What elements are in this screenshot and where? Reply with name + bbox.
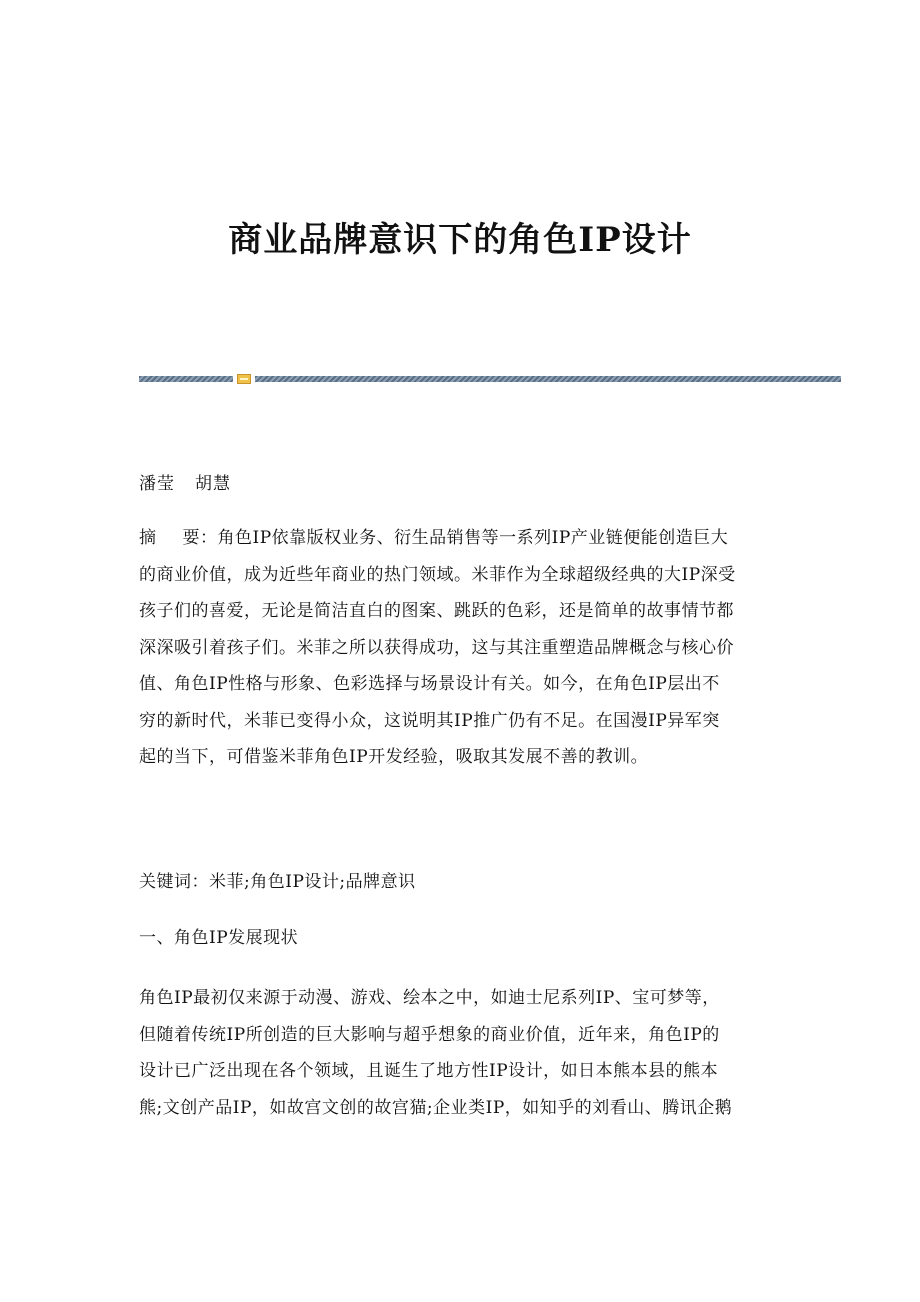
abstract-line: 穷的新时代，米菲已变得小众，这说明其IP推广仍有不足。在国漫IP异军突 (139, 710, 720, 731)
decorative-divider (139, 374, 841, 384)
divider-emblem-icon (237, 374, 251, 384)
document-title: 商业品牌意识下的角色IP设计 (228, 220, 692, 260)
body-line: 熊;文创产品IP，如故宫文创的故宫猫;企业类IP，如知乎的刘看山、腾讯企鹅 (139, 1097, 733, 1118)
abstract-label: 摘 (139, 528, 157, 548)
body-line: 角色IP最初仅来源于动漫、游戏、绘本之中，如迪士尼系列IP、宝可梦等， (139, 988, 720, 1008)
abstract-line: 值、角色IP性格与形象、色彩选择与场景设计有关。如今，在角色IP层出不 (139, 674, 720, 694)
section-heading: 一、角色IP发展现状 (139, 928, 299, 948)
body-line: 但随着传统IP所创造的巨大影响与超乎想象的商业价值，近年来，角色IP的 (139, 1024, 720, 1045)
abstract (139, 520, 784, 776)
divider-bar-left (139, 376, 233, 382)
author-name: 胡慧 (195, 474, 231, 494)
abstract-line: 起的当下，可借鉴米菲角色IP开发经验，吸取其发展不善的教训。 (139, 747, 649, 767)
abstract-line: 深深吸引着孩子们。米菲之所以获得成功，这与其注重塑造品牌概念与核心价 (139, 637, 734, 658)
divider-bar-right (255, 376, 841, 382)
keywords: 关键词：米菲;角色IP设计;品牌意识 (139, 872, 416, 892)
abstract-line: 孩子们的喜爱，无论是简洁直白的图案、跳跃的色彩，还是简单的故事情节都 (139, 601, 734, 621)
abstract-line: 的商业价值，成为近些年商业的热门领域。米菲作为全球超级经典的大IP深受 (139, 564, 736, 585)
abstract-line: 摘 要：角色IP依靠版权业务、衍生品销售等一系列IP产业链便能创造巨大 (139, 528, 729, 548)
body-line: 设计已广泛出现在各个领域，且诞生了地方性IP设计，如日本熊本县的熊本 (139, 1061, 719, 1081)
author-name: 潘莹 (139, 474, 175, 494)
body-paragraph (139, 980, 784, 1126)
author-list (139, 470, 784, 498)
abstract-label: 要： (182, 528, 218, 548)
